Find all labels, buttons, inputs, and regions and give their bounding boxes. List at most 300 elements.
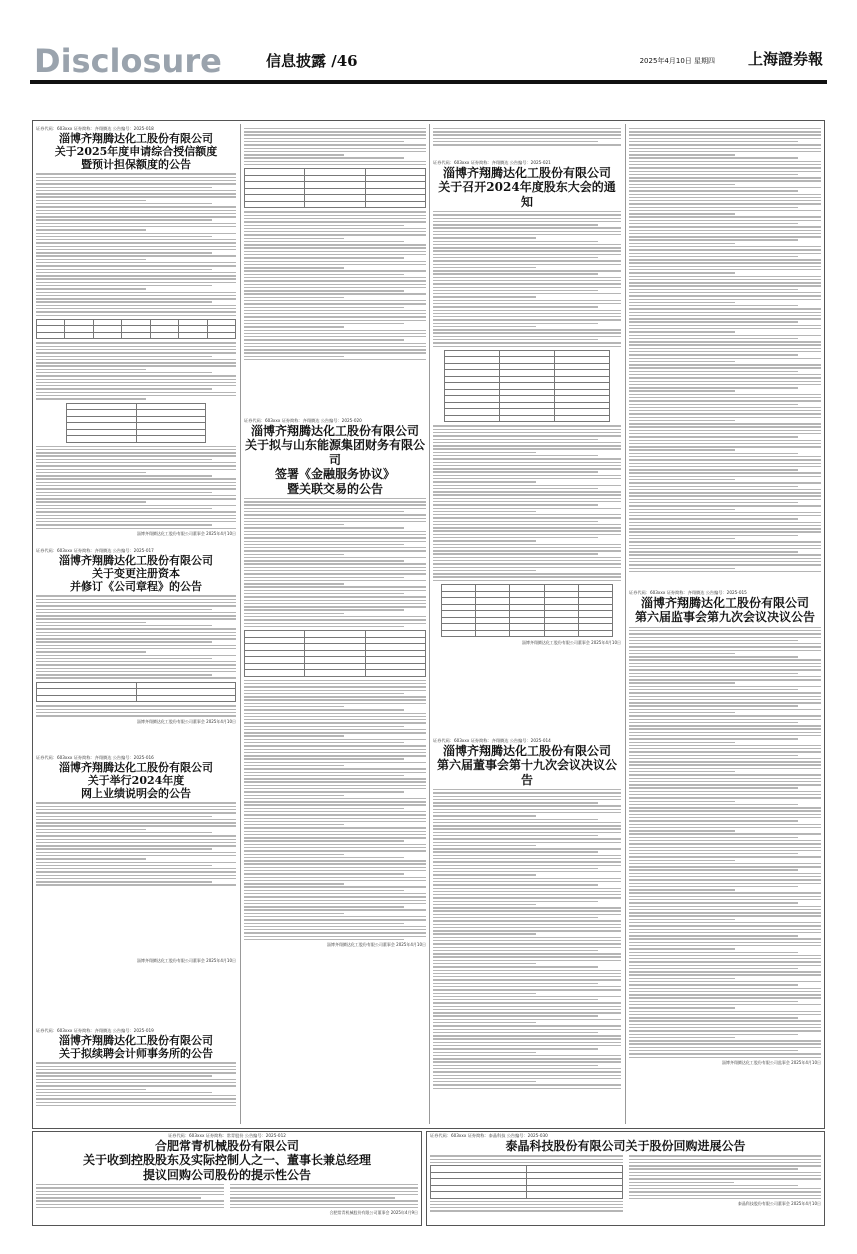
text-line — [629, 233, 821, 234]
text-line — [230, 1194, 418, 1195]
text-line — [244, 560, 404, 561]
text-line — [433, 429, 621, 430]
text-line — [36, 1204, 224, 1205]
text-line — [36, 187, 212, 188]
text-line — [36, 362, 236, 363]
text-line — [433, 293, 621, 294]
text-line — [244, 303, 426, 304]
text-line — [244, 840, 404, 841]
text-line — [629, 528, 821, 529]
text-line — [244, 778, 426, 779]
text-line — [36, 1066, 236, 1067]
text-line — [629, 295, 821, 296]
text-line — [244, 768, 426, 769]
text-line — [433, 280, 621, 281]
text-line — [244, 906, 404, 907]
text-line — [629, 994, 821, 995]
text-line — [629, 997, 821, 998]
text-line — [629, 709, 821, 710]
text-line — [629, 220, 821, 221]
text-line — [629, 728, 821, 729]
text-line — [433, 300, 621, 301]
signature: 淄博齐翔腾达化工股份有限公司董事会 2025年4月10日 — [326, 942, 426, 948]
text-line — [244, 831, 426, 832]
text-line — [629, 289, 798, 290]
text-line — [36, 664, 236, 665]
text-line — [36, 878, 236, 879]
text-line — [244, 690, 426, 691]
text-line — [629, 738, 798, 739]
text-line — [629, 719, 821, 720]
text-line — [629, 679, 821, 680]
text-line — [36, 822, 236, 823]
text-line — [36, 469, 236, 470]
text-line — [629, 272, 735, 273]
text-line — [244, 867, 426, 868]
text-line — [433, 799, 621, 800]
text-line — [244, 570, 426, 571]
text-line — [629, 732, 821, 733]
text-line — [36, 311, 236, 312]
text-line — [629, 653, 735, 654]
text-line — [36, 298, 236, 299]
masthead — [30, 36, 827, 84]
text-line — [629, 144, 821, 145]
text-line — [629, 259, 821, 260]
signature: 合肥常青机械股份有限公司董事会 2025年4月9日 — [329, 1210, 418, 1216]
text-line — [244, 883, 344, 884]
text-line — [629, 748, 821, 749]
text-line — [629, 1043, 821, 1044]
text-line — [629, 226, 821, 227]
text-line — [36, 246, 236, 247]
notice-title-line: 暨预计担保额度的公告 — [81, 158, 191, 172]
text-line — [629, 384, 821, 385]
text-line — [244, 346, 426, 347]
text-line — [433, 323, 598, 324]
text-line — [36, 605, 236, 606]
text-line — [244, 518, 426, 519]
text-line — [244, 722, 426, 723]
text-line — [36, 881, 212, 882]
text-line — [629, 1175, 822, 1176]
text-line — [629, 207, 798, 208]
text-line — [244, 752, 426, 753]
text-line — [430, 1210, 623, 1211]
notice-repurchase-progress — [430, 1133, 821, 1224]
body-text — [629, 627, 821, 1058]
text-line — [244, 352, 426, 353]
proxy-table — [441, 584, 614, 637]
text-line — [36, 223, 236, 224]
text-line — [433, 573, 621, 574]
text-line — [629, 512, 821, 513]
text-line — [629, 367, 821, 368]
text-line — [36, 632, 236, 633]
notice-header: 证券代码：603xxx 证券简称：齐翔腾达 公告编号：2025-016 — [36, 755, 154, 760]
text-line — [36, 806, 236, 807]
text-line — [433, 1045, 621, 1046]
text-line — [244, 696, 426, 697]
text-line — [36, 648, 236, 649]
text-line — [629, 1027, 821, 1028]
text-line — [430, 1207, 623, 1208]
text-line — [433, 1012, 621, 1013]
text-line — [629, 764, 821, 765]
text-line — [433, 1071, 621, 1072]
text-line — [629, 820, 798, 821]
text-line — [36, 262, 236, 263]
notice-header: 证券代码：603xxx 证券简称：泰晶科技 公告编号：2025-030 — [430, 1133, 548, 1138]
text-line — [36, 501, 146, 502]
text-line — [433, 128, 621, 129]
text-line — [36, 213, 236, 214]
text-line — [629, 466, 821, 467]
text-line — [433, 907, 621, 908]
text-line — [629, 1034, 798, 1035]
text-line — [36, 455, 236, 456]
text-line — [629, 784, 821, 785]
text-line — [244, 834, 426, 835]
text-line — [244, 703, 426, 704]
notice-header: 证券代码：603xxx 证券简称：常青股份 公告编号：2025-012 — [168, 1133, 286, 1138]
text-line — [244, 326, 344, 327]
text-line — [629, 509, 735, 510]
text-line — [36, 488, 236, 489]
text-line — [629, 866, 821, 867]
text-line — [629, 426, 821, 427]
text-line — [629, 663, 821, 664]
text-line — [433, 927, 621, 928]
text-line — [244, 886, 426, 887]
text-line — [433, 970, 621, 971]
text-line — [629, 239, 798, 240]
text-line — [433, 1052, 536, 1053]
text-line — [629, 991, 821, 992]
text-line — [629, 561, 821, 562]
signature: 淄博齐翔腾达化工股份有限公司董事会 2025年4月10日 — [136, 530, 236, 536]
text-line — [244, 264, 426, 265]
text-line — [433, 835, 598, 836]
text-line — [433, 316, 621, 317]
text-line — [36, 618, 236, 619]
text-line — [629, 889, 735, 890]
text-line — [629, 637, 821, 638]
text-line — [629, 696, 821, 697]
text-line — [36, 609, 212, 610]
text-line — [244, 339, 404, 340]
text-line — [433, 462, 621, 463]
text-line — [244, 544, 404, 545]
text-line — [36, 229, 146, 230]
text-line — [36, 1191, 224, 1192]
text-line — [433, 1068, 621, 1069]
text-line — [629, 312, 821, 313]
text-line — [244, 603, 426, 604]
text-line — [629, 984, 798, 985]
text-line — [629, 856, 821, 857]
text-line — [433, 471, 598, 472]
guarantee-table — [36, 319, 236, 340]
text-line — [36, 829, 146, 830]
text-line — [433, 540, 536, 541]
text-line — [433, 937, 621, 938]
text-line — [629, 502, 798, 503]
text-line — [629, 794, 821, 795]
text-line — [433, 953, 621, 954]
text-line — [629, 938, 821, 939]
body-text — [36, 342, 236, 399]
text-line — [244, 554, 344, 555]
text-line — [244, 261, 426, 262]
text-line — [244, 919, 426, 920]
text-line — [36, 602, 236, 603]
text-line — [244, 929, 426, 930]
text-line — [629, 482, 821, 483]
text-line — [36, 1069, 236, 1070]
text-line — [36, 658, 212, 659]
text-line — [36, 492, 212, 493]
text-line — [433, 979, 621, 980]
text-line — [629, 817, 821, 818]
text-line — [629, 476, 821, 477]
text-line — [244, 316, 426, 317]
text-line — [629, 400, 821, 401]
text-line — [629, 981, 821, 982]
text-line — [36, 677, 236, 678]
text-line — [244, 138, 426, 139]
text-line — [629, 299, 821, 300]
text-line — [36, 595, 236, 596]
text-line — [244, 791, 404, 792]
text-line — [244, 909, 426, 910]
text-line — [36, 388, 212, 389]
text-line — [433, 432, 621, 433]
text-line — [244, 534, 426, 535]
text-line — [433, 527, 621, 528]
text-line — [244, 563, 426, 564]
text-line — [36, 233, 236, 234]
text-line — [36, 226, 236, 227]
text-line — [244, 600, 426, 601]
text-line — [244, 234, 426, 235]
text-line — [433, 868, 598, 869]
text-line — [36, 1184, 224, 1185]
text-line — [36, 465, 236, 466]
text-line — [244, 857, 404, 858]
text-line — [629, 246, 821, 247]
text-line — [629, 194, 821, 195]
text-line — [244, 300, 426, 301]
text-line — [629, 955, 821, 956]
text-line — [244, 742, 404, 743]
text-line — [36, 816, 212, 817]
text-line — [244, 626, 404, 627]
text-line — [244, 514, 426, 515]
text-line — [629, 216, 821, 217]
text-line — [36, 615, 236, 616]
text-line — [244, 732, 426, 733]
text-line — [244, 343, 426, 344]
text-line — [36, 478, 236, 479]
text-line — [629, 423, 821, 424]
text-line — [629, 364, 821, 365]
text-line — [433, 138, 621, 139]
notice-title-line: 淄博齐翔腾达化工股份有限公司 — [442, 744, 611, 758]
text-line — [433, 825, 621, 826]
text-line — [36, 1200, 224, 1201]
text-line — [36, 1194, 224, 1195]
text-line — [36, 449, 236, 450]
text-line — [36, 239, 236, 240]
text-line — [629, 197, 821, 198]
text-line — [629, 863, 821, 864]
text-line — [433, 904, 536, 905]
text-line — [433, 244, 621, 245]
text-line — [244, 926, 426, 927]
text-line — [244, 850, 426, 851]
notice-continued-text — [629, 126, 821, 586]
text-line — [629, 177, 821, 178]
text-line — [36, 668, 236, 669]
text-line — [629, 518, 798, 519]
signature: 淄博齐翔腾达化工股份有限公司董事会 2025年4月10日 — [521, 640, 621, 646]
text-line — [433, 966, 598, 967]
text-line — [433, 445, 621, 446]
text-line — [36, 242, 236, 243]
text-line — [433, 452, 536, 453]
text-line — [36, 842, 236, 843]
text-line — [433, 993, 536, 994]
text-line — [629, 338, 798, 339]
text-line — [629, 236, 821, 237]
text-line — [244, 277, 426, 278]
text-line — [629, 184, 735, 185]
text-line — [36, 862, 236, 863]
text-line — [629, 735, 821, 736]
text-line — [36, 638, 236, 639]
text-line — [629, 531, 821, 532]
text-line — [244, 808, 404, 809]
notice-title-line: 淄博齐翔腾达化工股份有限公司 — [640, 596, 809, 610]
text-line — [433, 924, 621, 925]
text-line — [629, 869, 798, 870]
text-line — [433, 313, 621, 314]
notice-registered-capital — [36, 548, 236, 748]
text-line — [629, 1178, 822, 1179]
text-line — [36, 177, 236, 178]
text-line — [629, 351, 821, 352]
text-line — [433, 976, 621, 977]
text-line — [244, 916, 426, 917]
text-line — [629, 174, 798, 175]
text-line — [244, 755, 426, 756]
text-line — [629, 929, 821, 930]
text-line — [36, 392, 236, 393]
text-line — [433, 514, 621, 515]
body-text — [244, 498, 426, 627]
text-line — [433, 570, 536, 571]
text-line — [244, 801, 426, 802]
text-line — [629, 824, 821, 825]
text-line — [433, 260, 621, 261]
text-line — [36, 1197, 201, 1198]
text-line — [36, 505, 236, 506]
text-line — [433, 576, 621, 577]
proposals-table — [444, 350, 609, 423]
text-line — [36, 518, 236, 519]
text-line — [629, 213, 735, 214]
text-line — [36, 219, 212, 220]
text-line — [629, 128, 821, 129]
text-line — [629, 751, 821, 752]
text-line — [230, 1204, 418, 1205]
text-line — [629, 1040, 821, 1041]
articles-table — [36, 682, 236, 703]
text-line — [36, 858, 146, 859]
text-line — [629, 745, 821, 746]
text-line — [629, 1014, 821, 1015]
text-line — [433, 842, 621, 843]
text-line — [629, 715, 821, 716]
text-line — [430, 1162, 623, 1163]
text-line — [629, 1017, 798, 1018]
text-line — [244, 762, 426, 763]
text-line — [629, 1188, 822, 1189]
text-line — [629, 522, 821, 523]
text-line — [433, 815, 536, 816]
text-line — [244, 508, 426, 509]
text-line — [629, 397, 821, 398]
text-line — [629, 249, 821, 250]
text-line — [244, 739, 426, 740]
text-line — [629, 253, 821, 254]
text-line — [629, 499, 821, 500]
text-line — [629, 797, 821, 798]
text-line — [430, 1204, 623, 1205]
text-line — [433, 897, 621, 898]
text-line — [629, 633, 821, 634]
text-line — [629, 377, 821, 378]
text-line — [36, 462, 236, 463]
text-line — [244, 837, 426, 838]
text-line — [433, 442, 621, 443]
body-text — [36, 802, 236, 885]
text-line — [629, 479, 735, 480]
body-text — [244, 128, 426, 165]
text-line — [433, 270, 621, 271]
text-line — [629, 1007, 735, 1008]
text-line — [230, 1197, 395, 1198]
text-line — [629, 131, 821, 132]
notice-share-repurchase-proposal — [36, 1133, 418, 1224]
text-line — [629, 538, 735, 539]
text-line — [433, 1048, 598, 1049]
text-line — [629, 223, 798, 224]
text-line — [629, 515, 821, 516]
text-line — [433, 264, 621, 265]
text-line — [433, 134, 621, 135]
text-line — [629, 876, 821, 877]
text-line — [36, 674, 212, 675]
text-line — [629, 886, 798, 887]
text-line — [433, 250, 621, 251]
text-line — [36, 173, 236, 174]
text-line — [244, 307, 404, 308]
text-line — [629, 200, 821, 201]
body-text — [629, 128, 821, 572]
text-line — [36, 282, 236, 283]
